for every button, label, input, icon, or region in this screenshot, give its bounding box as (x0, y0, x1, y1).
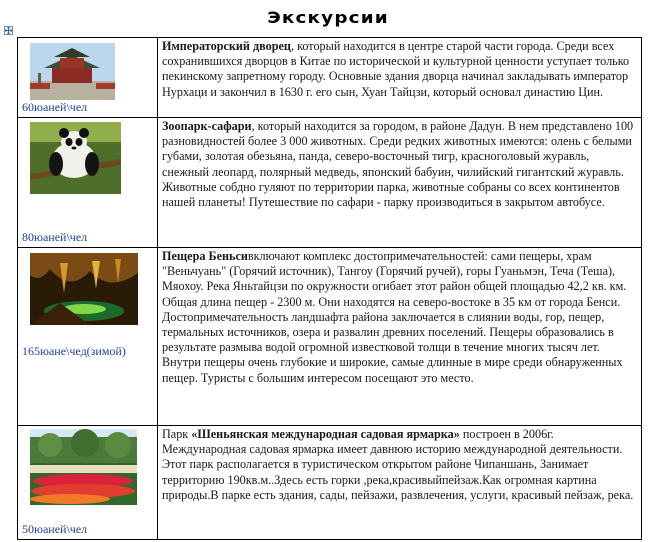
tour-name: Пещера Беньси (162, 249, 248, 263)
tour-text: включают комплекс достопримечательностей: сами пещеры, храм "Веньчуань" (Горячий источник), Тангоу (Горячий ручей), горы Гуаньмэн, Теча (Теша), Мяохоу. Река Яньтайцзи по окружности огибает этот район общей площадью 42,2 кв. км. Общая длина пещер - 2300 м. Они находятся на северо-востоке в 35 км от города Бенси. Достопримечательность ландшафта района заключается в слиянии воды, гор, пещер, термальных источников, озера и развалин древних поселений. Пещеры образовались в результате размыва водой огромной известковой толщи в течение многих тысяч лет. Внутри пещеры очень глубокие и широкие, самые длинные в мире среди обнаруженных пещер. Туристы с большим интересом посещают это место. (162, 249, 627, 385)
tour-description (158, 38, 642, 118)
tour-name: Императорский дворец (162, 39, 291, 53)
tours-table (17, 37, 642, 540)
palace-photo-icon (30, 43, 115, 100)
tour-row-zoo (18, 118, 642, 248)
tour-image-cell (18, 118, 158, 248)
tour-text: , который находится в центре старой части города. Среди всех сохранившихся дворцов в Китае по исторической и культурной ценности уступает только пекинскому запретному городу. Основные здания дворца начинал закладывать император Нурхаци и закончил в 1630 г. его сын, Хуан Тайцзи, который основал династию Цин. (162, 39, 630, 99)
tour-text: построен в 2006г. Международная садовая ярмарка имеет давнюю историю международной деятельности. Этот парк располагается в туристическом открытом районе Чипаншань, Занимает территорию 190кв.м..Здесь есть горки ,река,красивыйпейзаж.Как огромная картина природы.В парке есть здания, сады, пейзажи, развлечения, услуги, красивый пейзаж, река. (162, 427, 634, 502)
tour-image-cell (18, 38, 158, 118)
tour-image-cell (18, 426, 158, 540)
tour-name: «Шеньянская международная садовая ярмарка» (191, 427, 460, 441)
tour-description (158, 426, 642, 540)
tour-image-cell (18, 248, 158, 426)
tour-description (158, 118, 642, 248)
tour-price: 50юаней\чел (22, 522, 88, 536)
cave-photo-icon (30, 253, 138, 325)
table-move-handle-icon[interactable] (4, 26, 13, 35)
page-title: Экскурсии (267, 8, 389, 27)
tour-description (158, 248, 642, 426)
tour-row-garden (18, 426, 642, 540)
panda-photo-icon (30, 122, 121, 194)
tour-text: , который находится за городом, в районе Дадун. В нем представлено 100 разновидностей более 3 000 животных. Среди редких животных имеются: олень с белыми губами, золотая обезьяна, панда, северо-восточный тигр, красноголовый журавль, снежный леопард, полярный медведь, японский бабуин, чилийский гигантский журавль. Животные собдно гуляют по территории парка, животные собраны со всех континентов нашей планеты! Путешествие по сафари - парку производиться в закрытом автобусе. (162, 119, 634, 210)
tour-row-cave (18, 248, 642, 426)
tulip-garden-photo-icon (30, 429, 137, 505)
tour-name-prefix: Парк (162, 427, 192, 441)
tour-price: 165юане\чед(зимой) (22, 344, 126, 358)
tour-row-palace (18, 38, 642, 118)
tour-price: 80юаней\чел (22, 230, 88, 244)
tour-price: 60юаней\чел (22, 100, 88, 114)
tour-name: Зоопарк-сафари (162, 119, 252, 133)
